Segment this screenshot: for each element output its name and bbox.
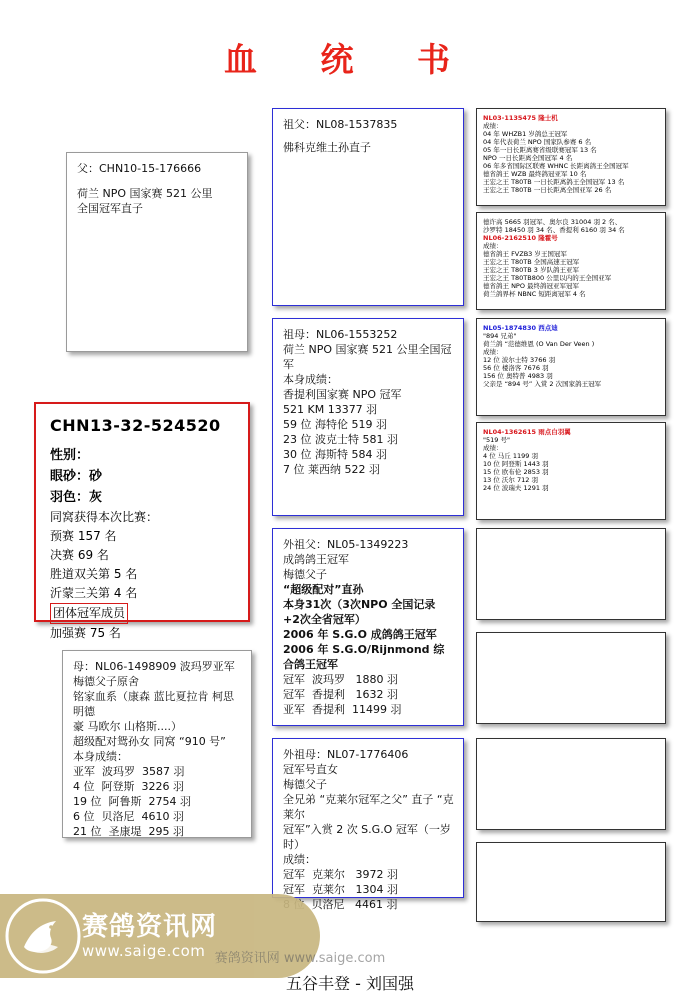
mgf-result-1: 冠军 波玛罗 1880 羽 [283,673,398,686]
maternal-grandfather-card [272,528,464,726]
great-3-pre-1: "894 兄弟" [483,332,517,340]
grandmother-line-3: 香提利国家赛 NPO 冠军 [283,388,402,401]
pigeon-logo-icon [4,897,82,975]
great-1-line-6: 德省鸽王 WZB 最终鸽冠亚军 10 名 [483,170,587,178]
mgm-result-1: 冠军 克莱尔 3972 羽 [283,868,398,881]
great-3-sub: 成绩： [483,348,503,356]
great-3-head: NL05-1874830 西点迪 [483,324,558,332]
great-4-line-3: 15 位 欧布伦 2853 羽 [483,468,549,476]
great-1-line-7: 王宏之王 T80TB 一日长距离鸽王全国冠军 13 名 [483,178,625,186]
great-1-line-2: 04 年代表荷兰 NPO 国家队参赛 6 名 [483,138,592,146]
great-2-line-2: 王宏之王 T80TB 全国高速王冠军 [483,258,580,266]
great-2-line-4: 王宏之王 T80TB800 公里以内的王全国亚军 [483,274,612,282]
subject-eye: 眼砂：砂 [50,469,103,484]
watermark-url: www.saige.com [82,942,206,960]
great-4-head: NL04-1362615 雨点白羽翼 [483,428,571,436]
great-2-line-1: 德省鸽王 FVZB3 岁王国冠军 [483,250,567,258]
great-2-line-3: 王宏之王 T80TB 3 岁队鸽王亚军 [483,266,580,274]
subject-extra: 加强赛 75 名 [50,626,121,640]
mgm-line-5: 成绩： [283,853,316,866]
great-grandparent-card-4 [476,422,666,520]
mother-line-3: 豪 马欧尔 山格斯....） [73,720,182,733]
grandmother-card [272,318,464,516]
mgf-line-1: 成鸽鸽王冠军 [283,553,349,566]
great-1-line-1: 04 年 WHZB1 岁鸽总王冠军 [483,130,568,138]
grandfather-card [272,108,464,306]
father-line-1: 荷兰 NPO 国家赛 521 公里 [77,187,213,200]
mgm-line-4: 冠军”入赏 2 次 S.G.O 冠军（一岁时） [283,823,451,851]
mother-line-2: 铭家血系（康森 蓝比夏拉肯 柯思 明德 [73,690,234,718]
mgm-line-1: 冠军号直女 [283,763,338,776]
great-1-sub: 成绩： [483,122,503,130]
subject-result-1: 预赛 157 名 [50,529,117,543]
subject-result-4: 沂蒙三关第 4 名 [50,586,138,600]
great-4-pre-1: "519 号" [483,436,510,444]
grandmother-line-5: 59 位 海特伦 519 羽 [283,418,387,431]
mgf-ring: 外祖父：NL05-1349223 [283,538,409,551]
great-4-line-5: 24 位 波瑞夫 1291 羽 [483,484,549,492]
great-grandparent-card-1 [476,108,666,206]
great-1-line-4: NPO 一日长距离全国冠军 4 名 [483,154,573,162]
great-1-line-3: 05 年一日长距离赛省级联赛冠军 13 名 [483,146,597,154]
footer-text: 五谷丰登 - 刘国强 [286,974,414,993]
footer-faint-text: 赛鸽资讯网 www.saige.com [214,951,386,966]
mgf-line-5: 2006 年 S.G.O 成鸽鸽王冠军 [283,628,437,641]
mother-result-2: 4 位 阿登斯 3226 羽 [73,780,184,793]
subject-ring-code: CHN13-32-524520 [50,416,221,435]
grandmother-line-1: 荷兰 NPO 国家赛 521 公里全国冠军 [283,343,452,371]
subject-team-badge: 团体冠军成员 [50,603,128,624]
great-grandparent-card-5 [476,528,666,620]
maternal-grandmother-card [272,738,464,911]
mgf-line-4: 本身31次（3次NPO 全国记录 +2次全省冠军） [283,598,436,626]
great-1-head: NL03-1135475 隆士机 [483,114,558,122]
great-4-line-4: 13 位 沃尔 712 羽 [483,476,538,484]
great-1-line-5: 06 年多省国际区联赛 WHNC 长距离鸽王全国冠军 [483,162,629,170]
great-2-sub: 成绩： [483,242,503,250]
mother-ring: 母：NL06-1498909 波玛罗亚军 [73,660,235,673]
subject-result-3: 胜道双关第 5 名 [50,567,138,581]
grandfather-line-1: 佛科克维土孙直子 [283,141,371,154]
grandmother-line-6: 23 位 波克士特 581 羽 [283,433,398,446]
great-4-line-1: 4 位 马丘 1199 羽 [483,452,538,460]
father-line-2: 全国冠军直子 [77,202,143,215]
great-grandparent-card-6 [476,632,666,724]
great-4-sub: 成绩： [483,444,503,452]
mgf-result-3: 亚军 香提利 11499 羽 [283,703,402,716]
great-3-line-1: 12 位 波尔士特 3766 羽 [483,356,556,364]
mgf-result-2: 冠军 香提利 1632 羽 [283,688,398,701]
mother-line-1: 梅德父子原舍 [73,675,139,688]
mother-result-4: 6 位 贝洛尼 4610 羽 [73,810,184,823]
grandmother-line-2: 本身成绩： [283,373,338,386]
great-3-line-4: 父亲是 “894 号” 入赏 2 次国家鸽王冠军 [483,380,602,388]
great-grandparent-card-7 [476,738,666,830]
great-grandparent-card-8 [476,842,666,922]
grandmother-ring: 祖母：NL06-1553252 [283,328,398,341]
subject-color: 羽色：灰 [50,490,103,505]
mother-result-3: 19 位 阿鲁斯 2754 羽 [73,795,191,808]
grandmother-line-8: 7 位 莱西纳 522 羽 [283,463,380,476]
great-2-line-6: 荷兰鸽界杯 NBNC 短距离冠军 4 名 [483,290,586,298]
mgm-result-3: 贝洛尼 4461 羽 [311,898,398,911]
father-card [66,152,248,352]
subject-result-2: 决赛 69 名 [50,548,109,562]
grandmother-line-4: 521 KM 13377 羽 [283,403,378,416]
grandmother-line-7: 30 位 海斯特 584 羽 [283,448,387,461]
great-grandparent-card-2 [476,212,666,310]
mgf-line-3: “超级配对”直孙 [283,583,364,596]
subject-sex: 性别： [50,448,90,463]
mother-line-4: 超级配对鸳孙女 同窝 “910 号” [73,735,226,748]
subject-note: 同窝获得本次比赛： [50,510,159,524]
great-grandparent-card-3 [476,318,666,416]
great-2-pre-2: 沙罗特 18450 羽 34 名、香提利 6160 羽 34 名 [483,226,625,234]
mgf-line-2: 梅德父子 [283,568,327,581]
mgm-result-2: 冠军 克莱尔 1304 羽 [283,883,398,896]
grandfather-ring: 祖父：NL08-1537835 [283,118,398,131]
mother-card [62,650,252,838]
great-2-pre-1: 德许高 5665 羽冠军、奥尔良 31004 羽 2 名、 [483,218,622,226]
watermark-title: 赛鸽资讯网 [82,912,218,942]
page-title: 血 统 书 [224,40,476,79]
mother-result-5: 21 位 圣康堤 295 羽 [73,825,184,838]
great-3-line-3: 156 位 奥特普 4983 羽 [483,372,553,380]
mother-result-1: 亚军 波玛罗 3587 羽 [73,765,185,778]
subject-card [34,402,250,640]
father-ring: 父：CHN10-15-176666 [77,162,202,175]
great-4-line-2: 10 位 阿登斯 1443 羽 [483,460,549,468]
great-3-line-2: 56 位 楼洛客 7676 羽 [483,364,549,372]
great-3-pre-2: 荷兰鸽 “范德维恩 (O Van Der Veen ) [483,340,595,348]
mgm-ring: 外祖母：NL07-1776406 [283,748,409,761]
great-1-line-8: 王宏之王 T80TB 一日长距离全国亚军 26 名 [483,186,612,194]
great-2-line-5: 德省鸽王 NPO 最终鸽冠亚军冠军 [483,282,580,290]
mgm-line-3: 全兄弟 “克莱尔冠军之父” 直子 “克莱尔 [283,793,454,821]
great-2-head: NL06-2162510 隆霍号 [483,234,558,242]
mother-line-5: 本身成绩： [73,750,128,763]
mgm-line-2: 梅德父子 [283,778,327,791]
mgf-line-6: 2006 年 S.G.O/Rijnmond 综合鸽王冠军 [283,643,445,671]
